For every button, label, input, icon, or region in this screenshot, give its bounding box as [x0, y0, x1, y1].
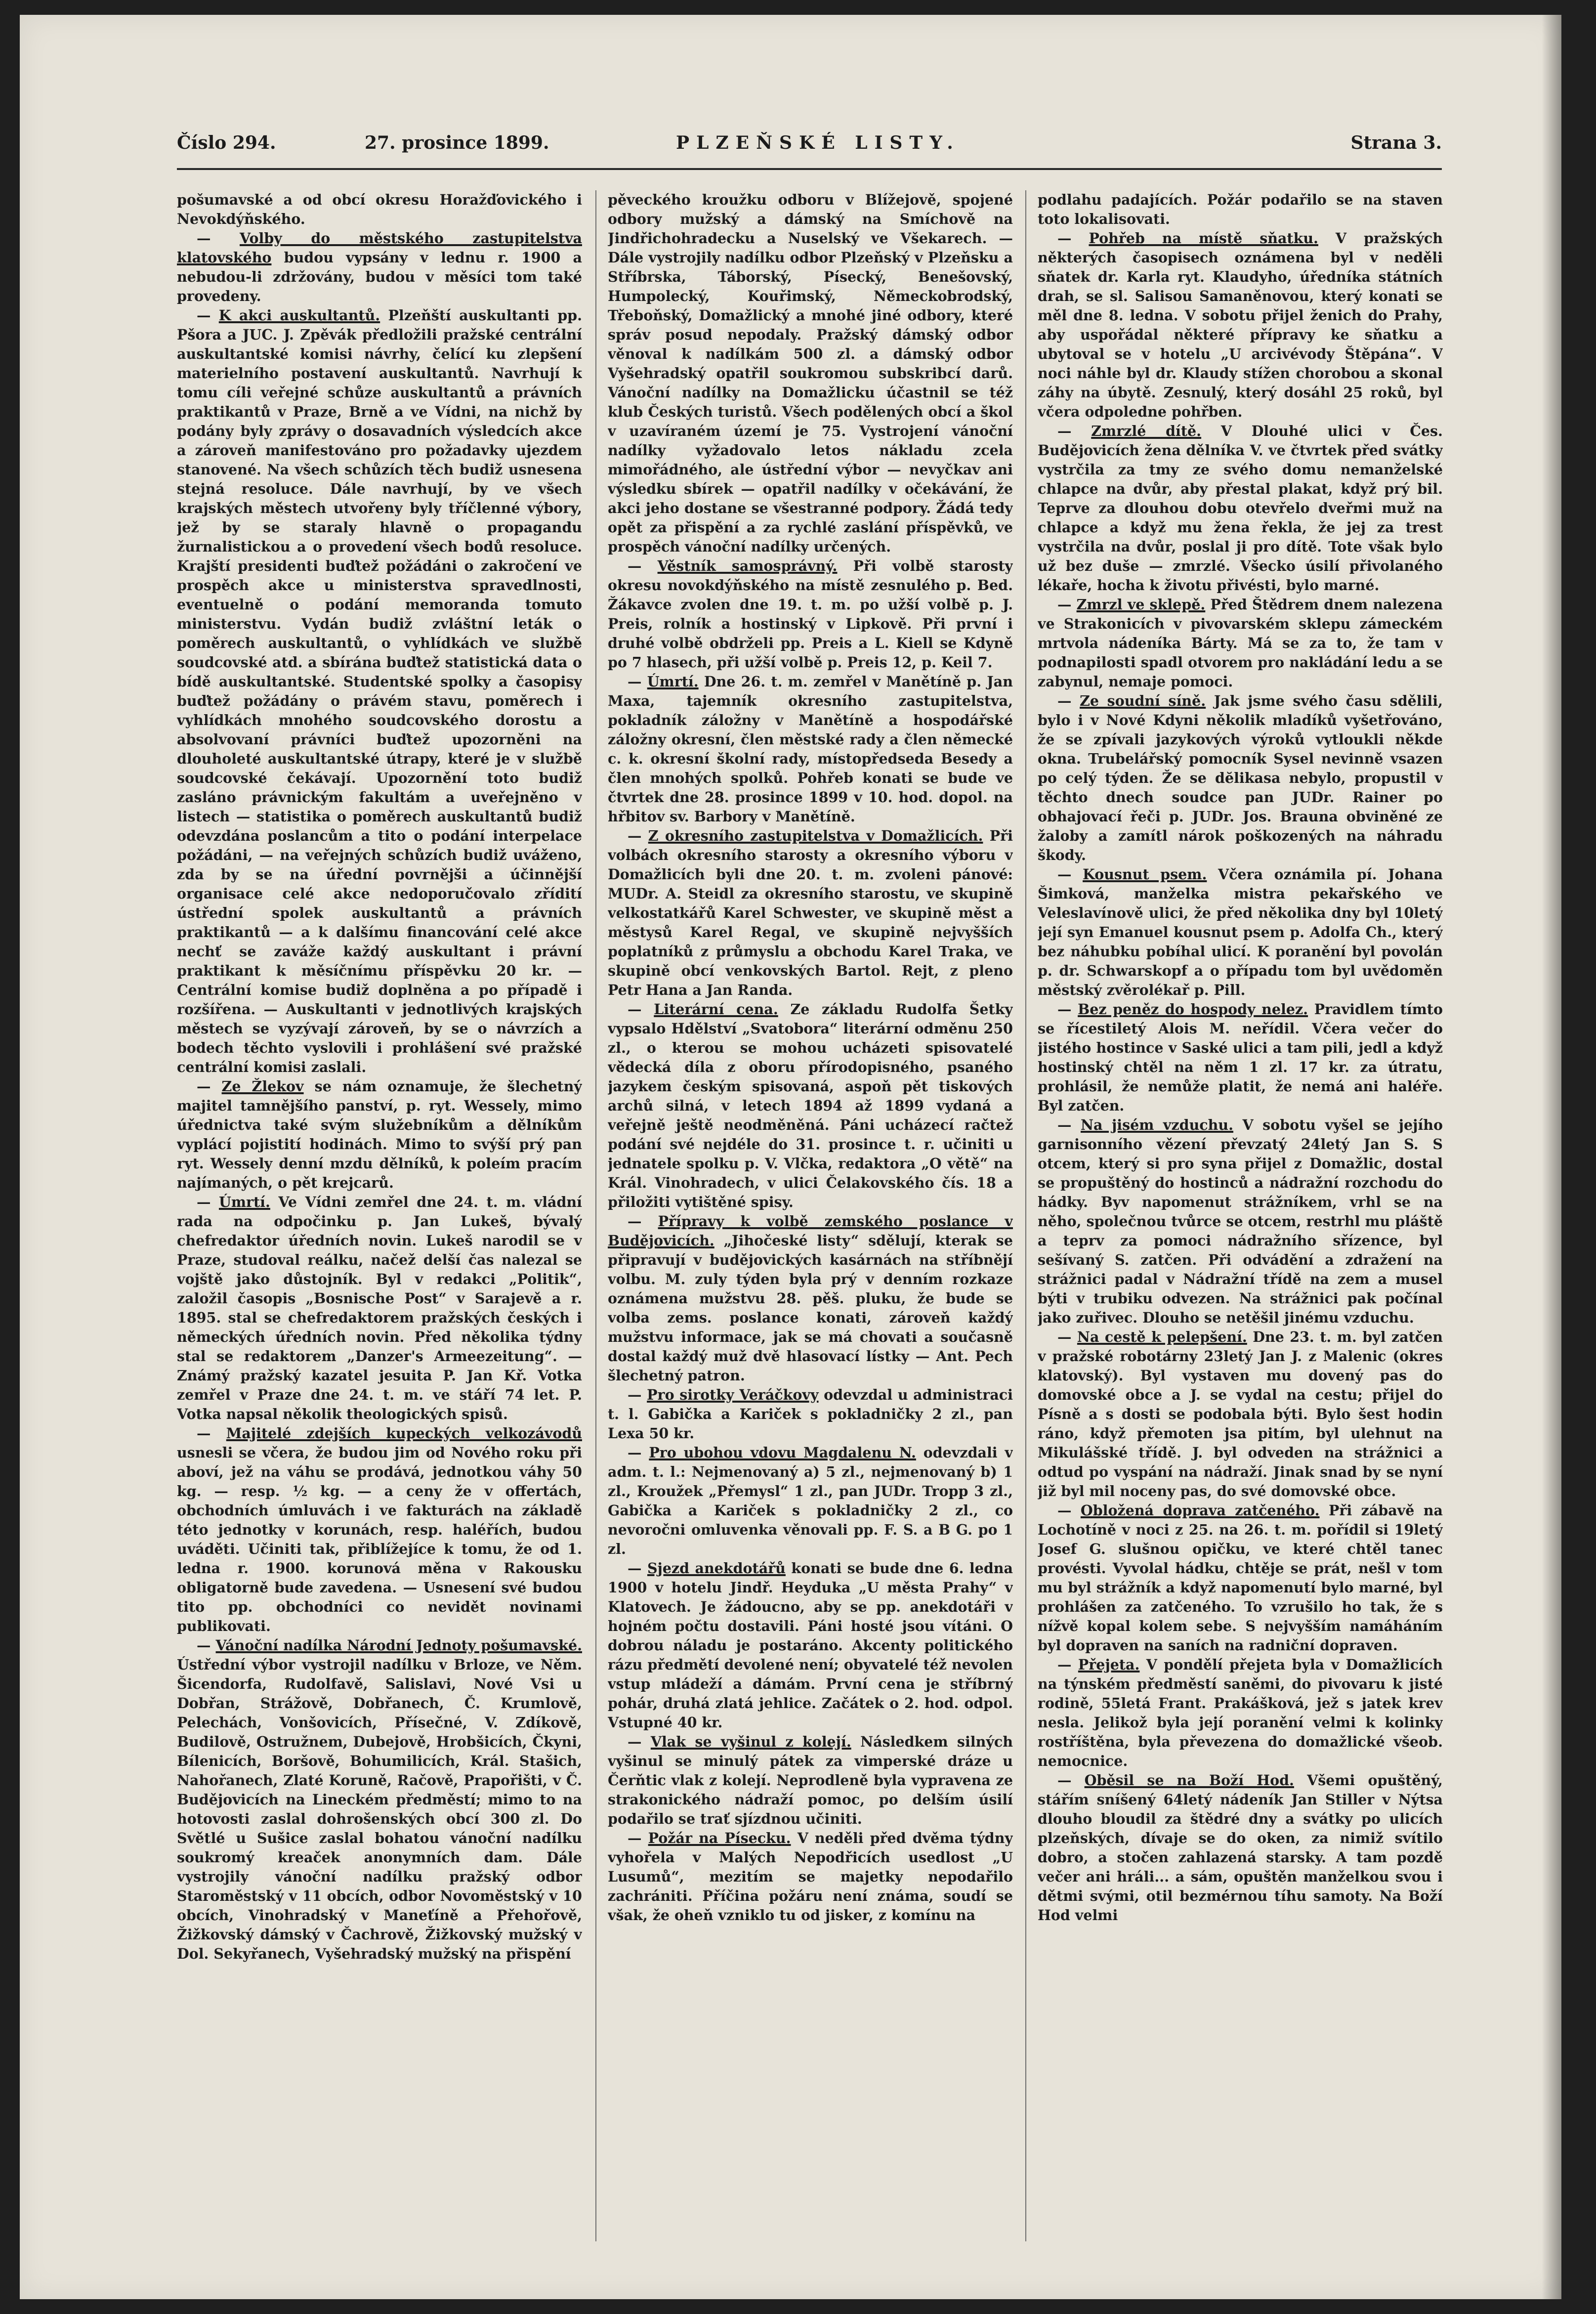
article-headline: Zmrzl ve sklepě.	[1076, 596, 1206, 613]
em-dash: —	[1057, 692, 1080, 709]
article-body: Při volbě starosty okresu novokdýňského na místě zesnulého p. Bed. Žákavce zvolen dne 19. t. m. po užší volbě p. J. Preis, rolník a hostinský v Lipkově. Při první i druhé volbě obdrželi pp. Preis a L. Kiell se Kdyně po 7 hlasech, při užší volbě p. Preis 12, p. Keil 7.	[608, 557, 1013, 671]
em-dash: —	[197, 307, 219, 324]
article-headline: Zmrzlé dítě.	[1091, 423, 1202, 439]
em-dash: —	[628, 1386, 647, 1403]
em-dash: —	[628, 1733, 651, 1750]
em-dash: —	[1057, 866, 1083, 883]
article-paragraph	[1038, 1000, 1443, 1115]
article-headline: Na cestě k pelepšení.	[1077, 1328, 1247, 1345]
article-paragraph	[177, 190, 582, 229]
article-body: Následkem silných vyšinul se minulý pátek za vimperské dráze u Čerňtic vlak z kolejí. Neprodleně byla vypravena ze strakonického nádraží pomoc, po delším úsilí podařilo se trať sjízdnou učiniti.	[608, 1733, 1013, 1827]
article-body: „Jihočeské listy“ sdělují, kterak se připravují v budějovických kasárnách na stříbnějí volbu. M. zuly týden byla prý v denním rozkaze oznámena mužstvu 28. pěš. pluku, že bude se volba zems. poslance konati, zároveň každý mužstvu informace, jak se má chovati a současně dostal každý muž dvě hlasovací lístky — Ant. Pech šlechetný patron.	[608, 1232, 1013, 1384]
article-paragraph	[1038, 1501, 1443, 1655]
em-dash: —	[1057, 423, 1092, 439]
article-paragraph	[177, 1636, 582, 1964]
em-dash: —	[628, 1560, 647, 1577]
article-body: V pondělí přejeta byla v Domažlicích na týnském předměstí saněmi, do pivovaru k jisté rodině, 55letá Frant. Prakášková, jež s jatek krev nesla. Jelikož byla její poranění velmi k kolinky rostříštěna, byla převezena do domažlické všeob. nemocnice.	[1038, 1656, 1443, 1769]
article-body: Jak jsme svého času sdělili, bylo i v Nové Kdyni několik mladíků vyšetřováno, že se zpívali jazykových výroků vytloukli někde okna. Trubelářský pomocník Sysel nevinně vsazen po celý týden. Že se dĕlikasa nebylo, propustil v těchto dnech soudce pan JUDr. Rainer po obhajovací řeči p. JUDr. Jos. Brauna obviněné ze žaloby a zamítl nárok poškozených na náhradu škody.	[1038, 692, 1443, 863]
column-3	[1038, 190, 1443, 2266]
article-paragraph	[608, 1385, 1013, 1443]
article-body: V sobotu vyšel se jejího garnisonního vězení převzatý 24letý Jan S. S otcem, který si pro syna přijel z Domažlic, dostal se propuštěný do hostinců a nádražní rozchodu do hádky. Byv napomenut strážníkem, vrhl se na něho, společnou tvůrce se otcem, restrhl mu pláště a teprv za pomoci nádražního sřízence, byl sešívaný S. zatčen. Při odvádění a zdražení na strážnici padal v Nádražní třídě na zem a musel býti v trubiku odvezen. Na strážnici pak počínal jako zuřivec. Dlouho se netěšil jinému vzduchu.	[1038, 1116, 1443, 1326]
em-dash: —	[197, 1194, 219, 1210]
issue-number: Číslo 294.	[177, 132, 276, 153]
em-dash: —	[197, 230, 240, 247]
article-body: budou vypsány v lednu r. 1900 a nebudou-li zdržovány, budou v měsíci tom také provedeny.	[177, 249, 582, 304]
article-body: V neděli před dvěma týdny vyhořela v Malých Nepodřicích usedlost „U Lusumů“, mezitím se majetky nepodařilo zachrániti. Příčina požáru není známa, soudí se však, že oheň vzniklo tu od jisker, z komínu na	[608, 1830, 1013, 1924]
article-paragraph	[1038, 1328, 1443, 1501]
article-body: odevzdal u administraci t. l. Gabička a Kariček s pokladničky 2 zl., pan Lexa 50 kr.	[608, 1386, 1013, 1442]
article-body: Před Štědrem dnem nalezena ve Strakonicích v pivovarském sklepu zámeckém mrtvola nádeníka Bárty. Má se za to, že tam v podnapilosti spadl otvorem pro nakládání ledu a se zabynul, nemaje pomoci.	[1038, 596, 1443, 690]
masthead	[177, 132, 1442, 162]
article-body: Ve Vídni zemřel dne 24. t. m. vládní rada na odpočinku p. Jan Lukeš, bývalý chefredaktor úředních novin. Lukeš narodil se v Praze, studoval reálku, načež delší čas nalezal se vojště jako důstojník. Byl v redakci „Politik“, založil časopis „Bosnische Post“ v Sarajevě a r. 1895. stal se chefredaktorem pražských českých i německých úředních novin. Před několika týdny stal se redaktorem „Danzer's Armeezeitung“. — Známý pražský kazatel jesuita P. Jan Kř. Votka zemřel v Praze dne 24. t. m. ve stáří 74 let. P. Votka napsal několik theologických spisů.	[177, 1194, 582, 1422]
page-number: Strana 3.	[1350, 132, 1442, 153]
article-body: Všemi opuštěný, stářím sníšený 64letý nádeník Jan Stiller v Nýtsa dlouho bloudil za štědré dny a svátky po ulicích plzeňských, dívaje se do oken, za nimiž svítilo dobro, a stočen zahlazená starsky. A tam pozdě večer ani hráli... a sám, opuštěn manželkou svou i dětmi svými, otil bezmérnou tíhu samoty. Na Boží Hod velmi	[1038, 1772, 1443, 1924]
article-paragraph	[1038, 1115, 1443, 1328]
article-paragraph	[1038, 190, 1443, 229]
masthead-rule	[177, 168, 1442, 170]
em-dash: —	[197, 1425, 226, 1442]
article-body: Dne 23. t. m. byl zatčen v pražské robotárny 23letý Jan J. z Malenic (okres klatovský). Byl vystaven mu dovený pas do domovské obce a J. se vydal na cestu; přijel do Písně a s dosti se podobala býti. Bylo šest hodin ráno, když přemoten jsa pitím, byl ulehnut na Mikulášské třídě. J. byl odveden na strážnici a odtud po vyspání na nádraží. Jinak snad by se nyní již byl mil noceny pas, do své domovské obce.	[1038, 1328, 1443, 1500]
article-body: odevzdali v adm. t. l.: Nejmenovaný a) 5 zl., nejmenovaný b) 1 zl., Kroužek „Přemysl“ 1 zl., pan JUDr. Tropp 3 zl., Gabička a Kariček s pokladničky 2 zl., co nevoročni omluvenka věnovali pp. F. S. a B G. po 1 zl.	[608, 1444, 1013, 1557]
em-dash: —	[628, 1213, 658, 1230]
article-paragraph	[608, 826, 1013, 1000]
article-headline: Pohřeb na místě sňatku.	[1089, 230, 1318, 247]
em-dash: —	[1057, 1328, 1077, 1345]
article-body: Při volbách okresního starosty a okresního výboru v Domažlicích byli dne 20. t. m. zvoleni pánové: MUDr. A. Steidl za okresního starostu, ve skupině velkostatkářů Karel Schwester, ve skupině měst a městysů Karel Regal, ve skupině nejvyšších poplatníků z průmyslu a obchodu Karel Traka, ve skupině obcí venkovských Bartol. Rejt, z pleno Petr Hana a Jan Randa.	[608, 827, 1013, 998]
em-dash: —	[628, 673, 647, 690]
article-paragraph	[1038, 1655, 1443, 1771]
article-headline: Pro ubohou vdovu Magdalenu N.	[649, 1444, 916, 1461]
article-body: Ústřední výbor vystrojil nadílku v Brloze, ve Něm. Šicendorfa, Rudolfavě, Salislavi, Nové Vsi u Dobřan, Strážově, Dobřanech, Č. Krumlově, Pelechách, Vonšovicích, Přísečné, V. Zdíkově, Budilově, Ostružnem, Dubejově, Hrobšicích, Čkyni, Bílenicích, Boršově, Bohumilicích, Král. Stašich, Nahořanech, Zlaté Koruně, Račově, Prapořišti, v Č. Budějovicích na Lineckém předměstí; mimo to na hotovosti zaslal dohrošenských obcí 300 zl. Do Světlé u Sušice zaslal bohatou vánoční nadílku soukromý kreaček anonymních dam. Dále vystrojily vánoční nadílku pražský odbor Staroměstský v 11 obcích, odbor Novoměstský v 10 obcích, Vinohradský v Maneťíně a Přehořově, Žižkovský dámský v Čachrově, Žižkovský mužský v Dol. Sekyřanech, Vyšehradský mužský na přispění	[177, 1656, 582, 1962]
article-paragraph	[608, 190, 1013, 557]
article-headline: Požár na Písecku.	[648, 1830, 791, 1846]
em-dash: —	[628, 557, 658, 574]
article-body: Při zábavě na Lochotíně v noci z 25. na 26. t. m. pořídil si 19letý Josef G. slušnou opičku, ve které chtěl tanec provésti. Vyvolal hádku, chtěje se prát, nešl v tom mu byl strážník a když napomenutí bylo marné, byl prohlášen za zatčeného. To vzrušilo ho tak, že s nížvě kopal kolem sebe. S nejvyšším namáháním byl dopraven na saních na radniční dopraven.	[1038, 1502, 1443, 1654]
article-headline: Z okresního zastupitelstva v Domažlicích.	[648, 827, 983, 844]
article-paragraph	[608, 1829, 1013, 1925]
article-paragraph	[1038, 229, 1443, 422]
article-body: Ze základu Rudolfa Šetky vypsalo Hdělství „Svatobora“ literární odměnu 250 zl., o kterou se mohou ucházeti spisovatelé vědecká díla z oboru přírodopisného, psaného jazykem českým spisovaná, aspoň pět tiskových archů silná, v letech 1894 až 1899 vydaná a veřejně ještě neodměněná. Páni ucházecí račtež podání své nejdéle do 31. prosince t. r. učiniti u jednatele spolku p. V. Vlčka, redaktora „O větě“ na Král. Vinohradech, v ulici Čelakovského čís. 18 a přiložiti vytištěné spisy.	[608, 1001, 1013, 1210]
article-body: Pravidlem tímto se řícestiletý Alois M. neřídil. Včera večer do jistého hostince v Saské ulici a tam pili, jedl a když hostinský chtěl na něm 1 zl. 17 kr. za útratu, prohlásil, že nemůže platit, že nemá ani haléře. Byl zatčen.	[1038, 1001, 1443, 1114]
article-headline: Úmrtí.	[647, 673, 699, 690]
article-paragraph	[1038, 865, 1443, 1000]
article-headline: Majitelé zdejších kupeckých velkozávodů	[226, 1425, 582, 1442]
column-2	[608, 190, 1013, 2266]
article-paragraph	[1038, 1771, 1443, 1925]
article-paragraph	[1038, 595, 1443, 691]
article-headline: Bez peněz do hospody nelez.	[1078, 1001, 1308, 1018]
article-headline: Obložená doprava zatčeného.	[1080, 1502, 1320, 1519]
newspaper-title: PLZEŇSKÉ LISTY.	[676, 132, 960, 153]
em-dash: —	[1057, 1001, 1078, 1018]
article-paragraph	[608, 672, 1013, 826]
article-body: konati se bude dne 6. ledna 1900 v hotelu Jindř. Heyduka „U města Prahy“ v Klatovech. Je žádoucno, aby se pp. anekdotáři v hojném počtu dostavili. Páni hosté jsou vítáni. O dobrou náladu je postaráno. Akcenty politického rázu předmětí devolené není; obyvatelé též nevolen vstup mládeží a dámám. První cena je stříbrný pohár, druhá zlatá jehlice. Začátek o 2. hod. odpol. Vstupné 40 kr.	[608, 1560, 1013, 1731]
article-headline: Vánoční nadílka Národní Jednoty pošumavské.	[215, 1637, 582, 1654]
article-body: pošumavské a od obcí okresu Horažďovického i Nevokdýňského.	[177, 191, 582, 227]
article-headline: K akci auskultantů.	[218, 307, 380, 324]
article-body: podlahu padajících. Požár podařilo se na staven toto lokalisovati.	[1038, 191, 1443, 227]
em-dash: —	[197, 1078, 222, 1095]
article-paragraph	[608, 1212, 1013, 1385]
article-paragraph	[1038, 422, 1443, 595]
article-headline: Sjezd anekdotářů	[647, 1560, 786, 1577]
article-body: Plzeňští auskultanti pp. Pšora a JUC. J. Zpěvák předložili pražské centrální auskultantské komisi návrhy, čelící ku zlepšení materielního postavení auskultantů. Navrhují k tomu cíli veřejné schůze auskultantů a právních praktikantů v Praze, Brně a ve Vídni, na nichž by podány byly zprávy o dosavadních výsledcích akce a zároveň manifestováno pro požadavky ujezdem stanovené. Na všech schůzích těch budiž usnesena stejná resoluce. Dále navrhují, by ve všech krajských městech utvořeny byly tříčlenné výbory, jež by se staraly hlavně o propagandu žurnalistickou a o provedení všech bodů resoluce. Krajští presidenti buďtež požádáni o zakročení ve prospěch akce u ministerstva spravedlnosti, eventuelně o podání memoranda tomuto ministerstvu. Vydán budiž zvláštní leták o poměrech auskultantů, o vyhlídkách ve službě soudcovské atd. a sbírána buďtež statistická data o bídě auskultantské. Studentské spolky a časopisy buďtež požádány o právém stavu, poměrech i vyhlídkách mnohého soudcovského dorostu a absolvovaní právníci buďtež upozorněni na dlouholeté auskultantské útrapy, které je v službě soudcovské čekávají. Upozornění toto budiž zasláno právnickým fakultám a uveřejněno v listech — statistika o poměrech auskultantů budiž odevzdána poslancům a tito o podání interpelace požádáni, — na veřejných schůzích budiž uváženo, zda by se na úřední povrnějši a účinnější organisace celé akce nedoporučovalo zřídití ústřední spolek auskultantů a právních praktikantů — a k dalšímu financování celé akce nechť se zaváže každý auskultant i právní praktikant k měsíčnímu příspěvku 20 kr. — Centrální komise budiž doplněna a po případě i rozšířena. — Auskultanti v jednotlivých krajských městech se vyzývají zároveň, by se o návrzích a bodech těchto vyslovili i prohlášení své pražské centrální komisi zaslali.	[177, 307, 582, 1075]
article-body: Včera oznámila pí. Johana Šimková, manželka mistra pekařského ve Veleslavínově ulici, že před několika dny byl 10letý její syn Emanuel kousnut psem p. Adolfa Ch., který bez náhubku pobíhal ulicí. K poranění byl povolán p. dr. Schwarskopf a o případu tom byl uvědoměn městský zvěrolékař p. Pill.	[1038, 866, 1443, 998]
article-paragraph	[608, 1559, 1013, 1732]
article-paragraph	[177, 1424, 582, 1636]
page-edge-shadow	[1542, 15, 1561, 2299]
article-paragraph	[177, 229, 582, 306]
article-paragraph	[608, 1732, 1013, 1829]
article-headline: Ze soudní síně.	[1080, 692, 1206, 709]
article-headline: Úmrtí.	[218, 1194, 270, 1210]
em-dash: —	[628, 1444, 649, 1461]
article-body: pěveckého kroužku odboru v Blížejově, spojené odbory mužský a dámský na Smíchově na Jindřichohradecku a Nuselský ve Všekarech. — Dále vystrojily nadílku odbor Plzeňský v Plzeňsku a Stříbrska, Táborský, Písecký, Benešovský, Humpolecký, Kouřimský, Německobrodský, Třeboňský, Domažlický a mnohé jiné odbory, které správ posud nepodaly. Pražský dámský odbor věnoval k nadílkám 500 zl. a dámský odbor Vyšehradský opatřil soukromou subskribcí darů. Vánoční nadílky na Domažlicku účastnil se též klub Českých turistů. Všech podělených obcí a škol v uzavíraném území je 75. Vystrojení vánoční nadílky vyžadovalo letos nákladu zcela mimořádného, ale ústřední výbor — nevyčkav ani výsledku sbírek — opatřil nadílky v očekávání, že akci jeho dostane se všestranné podpory. Žádá tedy opět za přispění a za rychlé zaslání příspěvků, ve prospěch vánoční nadílky určených.	[608, 191, 1013, 555]
issue-date: 27. prosince 1899.	[365, 132, 549, 153]
article-headline: Věstník samosprávný.	[657, 557, 838, 574]
article-body: Dne 26. t. m. zemřel v Manětíně p. Jan Maxa, tajemník okresního zastupitelstva, pokladník záložny v Manětíně a hospodářské záložny okresní, člen městské rady a člen německé c. k. okresní školní rady, místopředseda Besedy a člen mnohých spolků. Pohřeb konati se bude ve čtvrtek dne 28. prosince 1899 v 10. hod. dopol. na hřbitov sv. Barbory v Manětíně.	[608, 673, 1013, 825]
article-paragraph	[608, 1443, 1013, 1559]
em-dash: —	[1057, 230, 1089, 247]
column-divider	[1025, 190, 1026, 2241]
article-body: usnesli se včera, že budou jim od Nového roku při aboví, jež na váhu se prodává, jednotkou váhy 50 kg. — resp. ½ kg. — a ceny že v offertách, obchodních úmluvách i ve fakturách na základě této jednotky v korunách, resp. haléřích, budou uváděti. Učiniti tak, přiblížejíce k tomu, že od 1. ledna r. 1900. korunová měna v Rakousku obligatorně bude zavedena. — Usnesení své budou tito pp. obchodníci co nevidět novinami publikovati.	[177, 1444, 582, 1634]
article-headline: Pro sirotky Veráčkovy	[647, 1386, 819, 1403]
article-paragraph	[177, 306, 582, 1077]
column-1	[177, 190, 582, 2266]
em-dash: —	[1057, 1772, 1085, 1789]
article-headline: Literární cena.	[654, 1001, 778, 1018]
article-body: V pražských některých časopisech oznámena byl v neděli sňatek dr. Karla ryt. Klaudyho, úředníka státních drah, se sl. Salisou Samaněnovou, který konati se měl dne 8. ledna. V sobotu přijel ženich do Prahy, aby uspořádal některé přípravy ke sňatku a ubytoval se v hotelu „U arcivévody Štěpána“. V noci náhle byl dr. Klaudy stížen chorobou a skonal záhy na úbytě. Zesnulý, který dosáhl 25 roků, byl včera odpoledne pohřben.	[1038, 230, 1443, 420]
em-dash: —	[1057, 1656, 1078, 1673]
em-dash: —	[628, 1001, 654, 1018]
column-divider	[595, 190, 596, 2241]
em-dash: —	[1057, 1502, 1081, 1519]
article-headline: Na jisém vzduchu.	[1080, 1116, 1234, 1133]
article-headline: Přejeta.	[1078, 1656, 1140, 1673]
article-paragraph	[177, 1077, 582, 1193]
article-headline: Ze Žlekov	[221, 1078, 304, 1095]
em-dash: —	[628, 1830, 648, 1846]
article-headline: Oběsil se na Boží Hod.	[1084, 1772, 1294, 1789]
article-paragraph	[608, 1000, 1013, 1212]
article-paragraph	[177, 1193, 582, 1424]
em-dash: —	[628, 827, 648, 844]
em-dash: —	[1057, 596, 1077, 613]
article-headline: Volby do městského zastupitelstva klatovského	[177, 230, 582, 266]
em-dash: —	[1057, 1116, 1081, 1133]
article-headline: Vlak se vyšinul z kolejí.	[650, 1733, 851, 1750]
em-dash: —	[197, 1637, 216, 1654]
article-headline: Kousnut psem.	[1083, 866, 1207, 883]
article-body: se nám oznamuje, že šlechetný majitel tamnějšího panství, p. ryt. Wessely, mimo úřednictva také svým služebníkům a dělníkům vyplácí pojistití hodinách. Mimo to svýší prý pan ryt. Wessely denní mzdu dělníků, k poleím pracím najímaných, o pět krejcarů.	[177, 1078, 582, 1191]
article-paragraph	[608, 557, 1013, 672]
newspaper-page	[20, 15, 1561, 2299]
article-body: V Dlouhé ulici v Čes. Budějovicích žena dělníka V. ve čtvrtek před svátky vystrčila za tmy ze svého domu nemanželské chlapce na dvůr, aby přestal plakat, když prý bil. Teprve za dlouhou dobu otevřelo dveřmi muž na chlapce a když mu žena řekla, že jej za trest vystrčila na dvůr, poslal ji pro dítě. Tote však bylo už bez duše — zmrzlé. Všecko úsilí přivolaného lékaře, hocha k životu přivésti, bylo marné.	[1038, 423, 1443, 594]
article-paragraph	[1038, 691, 1443, 865]
article-headline: Přípravy k volbě zemského poslance v Budějovicích.	[608, 1213, 1013, 1249]
